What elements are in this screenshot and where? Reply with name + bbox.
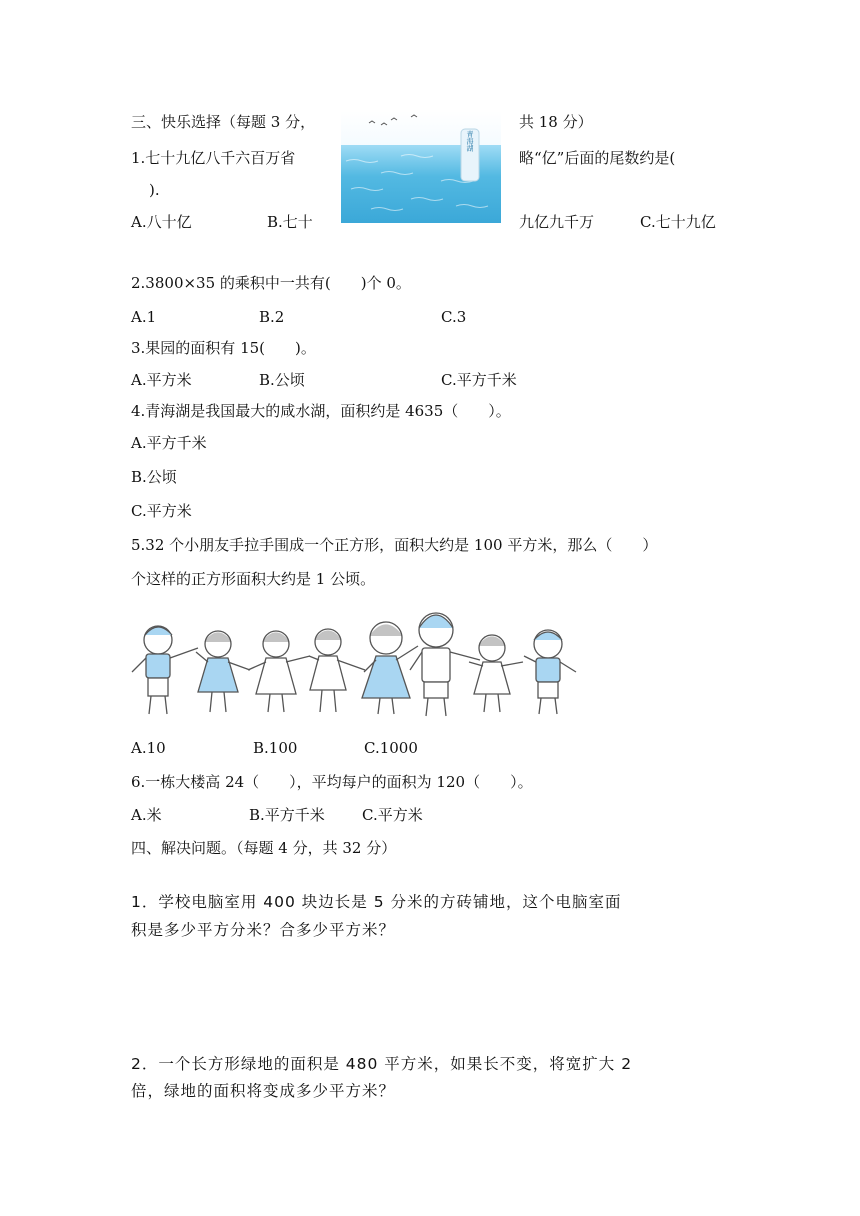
child-7 (469, 635, 523, 712)
q1-option-c: C.七十九亿 (640, 213, 716, 231)
problem1-text-continued: 积是多少平方分米？合多少平方米？ (131, 921, 396, 939)
q4-option-a: A.平方千米 (131, 434, 207, 452)
child-2 (196, 631, 250, 712)
problem1-text: 1．学校电脑室用 400 块边长是 5 分米的方砖铺地，这个电脑室面 (131, 893, 622, 911)
q6-option-b: B.平方千米 (249, 806, 325, 824)
q1-text: 1.七十九亿八千六百万省 (131, 149, 296, 167)
child-8 (524, 630, 576, 714)
qinghai-lake-image (341, 111, 501, 223)
q4-text: 4.青海湖是我国最大的咸水湖，面积约是 4635（ ）。 (131, 402, 511, 420)
children-holding-hands-illustration (128, 598, 586, 724)
q2-option-b: B.2 (259, 308, 285, 326)
lake-monument (461, 129, 479, 181)
q6-option-c: C.平方米 (362, 806, 423, 824)
q6-option-a: A.米 (131, 806, 162, 824)
child-4 (309, 629, 365, 712)
q2-text: 2.3800×35 的乘积中一共有( )个 0。 (131, 274, 411, 292)
q5-text-continued: 个这样的正方形面积大约是 1 公顷。 (131, 570, 376, 588)
lake-sign-text: 青海湖 (466, 130, 474, 152)
child-6 (410, 613, 480, 716)
child-3 (248, 631, 310, 712)
section3-heading: 三、快乐选择（每题 3 分， (131, 113, 316, 131)
q4-option-b: B.公顷 (131, 468, 177, 486)
q2-option-a: A.1 (131, 308, 157, 326)
q2-option-c: C.3 (441, 308, 467, 326)
q5-option-a: A.10 (131, 739, 166, 757)
q1-option-b-continued: 九亿九千万 (519, 213, 595, 231)
q1-option-b: B.七十 (267, 213, 313, 231)
q5-text: 5.32 个小朋友手拉手围成一个正方形，面积大约是 100 平方米，那么（ ） (131, 536, 658, 554)
q4-option-c: C.平方米 (131, 502, 192, 520)
q6-text: 6.一栋大楼高 24（ ），平均每户的面积为 120（ ）。 (131, 773, 533, 791)
q1-text-continued: 略“亿”后面的尾数约是( (519, 149, 676, 167)
q3-text: 3.果园的面积有 15( )。 (131, 339, 316, 357)
q5-option-b: B.100 (253, 739, 298, 757)
problem2-text-continued: 倍，绿地的面积将变成多少平方米？ (131, 1082, 396, 1100)
q3-option-b: B.公顷 (259, 371, 305, 389)
q1-text-end: ). (149, 181, 160, 199)
child-1 (132, 626, 198, 714)
q5-option-c: C.1000 (364, 739, 418, 757)
q1-option-a: A.八十亿 (131, 213, 192, 231)
q3-option-c: C.平方千米 (441, 371, 517, 389)
section4-heading: 四、解决问题。（每题 4 分，共 32 分） (131, 839, 397, 857)
child-5 (362, 622, 418, 714)
problem2-text: 2．一个长方形绿地的面积是 480 平方米，如果长不变，将宽扩大 2 (131, 1055, 633, 1073)
q3-option-a: A.平方米 (131, 371, 192, 389)
section3-heading-tail: 共 18 分） (519, 113, 593, 131)
